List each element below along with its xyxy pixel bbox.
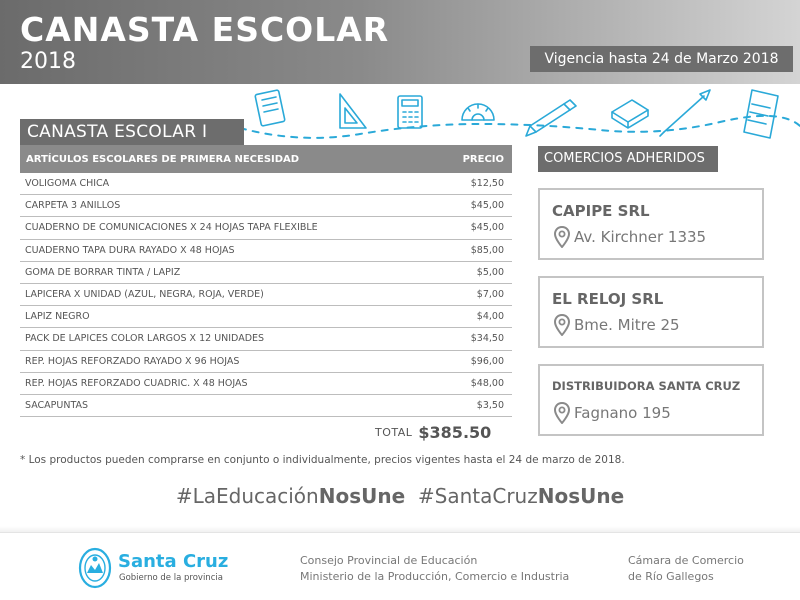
store-address: Fagnano 195 (574, 404, 671, 422)
paper-icon (744, 90, 778, 138)
footer (0, 532, 800, 600)
school-supplies-illustration (240, 86, 800, 142)
column-header-price: PRECIO (462, 153, 504, 165)
protractor-icon (462, 104, 494, 120)
brand-subtitle: Gobierno de la provincia (119, 573, 223, 583)
item-name: SACAPUNTAS (25, 399, 89, 411)
item-price: $45,00 (470, 200, 504, 212)
store-card (538, 276, 764, 348)
table-row (20, 306, 512, 328)
eraser-icon (612, 100, 648, 128)
table-row (20, 262, 512, 284)
item-name: CARPETA 3 ANILLOS (25, 200, 121, 212)
item-name: LAPIZ NEGRO (25, 311, 90, 323)
store-name: CAPIPE SRL (552, 202, 650, 220)
store-address: Av. Kirchner 1335 (574, 228, 707, 246)
store-address: Bme. Mitre 25 (574, 316, 680, 334)
table-row (20, 351, 512, 373)
item-name: VOLIGOMA CHICA (25, 178, 110, 190)
table-row (20, 395, 512, 417)
item-price: $85,00 (470, 244, 504, 256)
table-row (20, 328, 512, 350)
hashtags (0, 484, 800, 508)
hashtag-santacruz-light: #SantaCruz (417, 484, 538, 508)
store-name: EL RELOJ SRL (552, 290, 664, 308)
store-card (538, 188, 764, 260)
location-pin-icon (554, 314, 570, 336)
institution-line: Ministerio de la Producción, Comercio e Industria (300, 570, 570, 583)
location-pin-icon (554, 226, 570, 248)
comercios-label: COMERCIOS ADHERIDOS (538, 146, 718, 172)
header-banner (0, 0, 800, 84)
institutions-right (628, 553, 744, 585)
province-logo-icon (78, 547, 112, 589)
institutions-left (300, 553, 569, 585)
calculator-icon (398, 96, 422, 128)
item-price: $48,00 (470, 377, 504, 389)
store-name: DISTRIBUIDORA SANTA CRUZ (552, 379, 741, 393)
table-row (20, 195, 512, 217)
item-price: $4,00 (476, 311, 504, 323)
item-name: LAPICERA X UNIDAD (AZUL, NEGRA, ROJA, VERDE) (25, 289, 264, 301)
item-price: $3,50 (476, 399, 504, 411)
item-name: REP. HOJAS REFORZADO CUADRIC. X 48 HOJAS (25, 377, 248, 389)
item-price: $34,50 (470, 333, 504, 345)
institution-line: de Río Gallegos (628, 570, 714, 583)
item-price: $96,00 (470, 355, 504, 367)
footnote: * Los productos pueden comprarse en conjunto o individualmente, precios vigentes hasta el 24 de marzo de 2018. (20, 454, 625, 466)
column-header-item: ARTÍCULOS ESCOLARES DE PRIMERA NECESIDAD (26, 153, 300, 165)
table-row (20, 284, 512, 306)
price-table (20, 145, 512, 417)
pen-icon (526, 100, 576, 136)
table-row (20, 373, 512, 395)
item-price: $45,00 (470, 222, 504, 234)
validity-badge: Vigencia hasta 24 de Marzo 2018 (530, 46, 793, 72)
store-card (538, 364, 764, 436)
item-price: $5,00 (476, 266, 504, 278)
institution-line: Consejo Provincial de Educación (300, 554, 478, 567)
canasta-label: CANASTA ESCOLAR I (20, 119, 244, 145)
item-name: CUADERNO DE COMUNICACIONES X 24 HOJAS TAPA FLEXIBLE (25, 222, 318, 234)
table-row (20, 217, 512, 239)
item-price: $7,00 (476, 289, 504, 301)
item-price: $12,50 (470, 178, 504, 190)
item-name: GOMA DE BORRAR TINTA / LAPIZ (25, 266, 181, 278)
hashtag-santacruz-bold: NosUne (537, 484, 625, 508)
total-value: $385.50 (418, 422, 492, 442)
page-year: 2018 (20, 49, 76, 74)
notebook-icon (255, 90, 285, 126)
item-name: CUADERNO TAPA DURA RAYADO X 48 HOJAS (25, 244, 235, 256)
page-title: CANASTA ESCOLAR (20, 10, 390, 49)
hashtag-educacion-light: #LaEducación (175, 484, 319, 508)
table-header (20, 145, 512, 173)
table-row (20, 173, 512, 195)
set-square-icon (340, 94, 366, 128)
hashtag-educacion-bold: NosUne (318, 484, 406, 508)
item-name: REP. HOJAS REFORZADO RAYADO X 96 HOJAS (25, 355, 240, 367)
institution-line: Cámara de Comercio (628, 554, 744, 567)
item-name: PACK DE LAPICES COLOR LARGOS X 12 UNIDADES (25, 333, 265, 345)
brand-name: Santa Cruz (118, 551, 229, 572)
location-pin-icon (554, 402, 570, 424)
total-row (375, 421, 512, 443)
table-row (20, 240, 512, 262)
total-label: TOTAL (375, 425, 413, 439)
